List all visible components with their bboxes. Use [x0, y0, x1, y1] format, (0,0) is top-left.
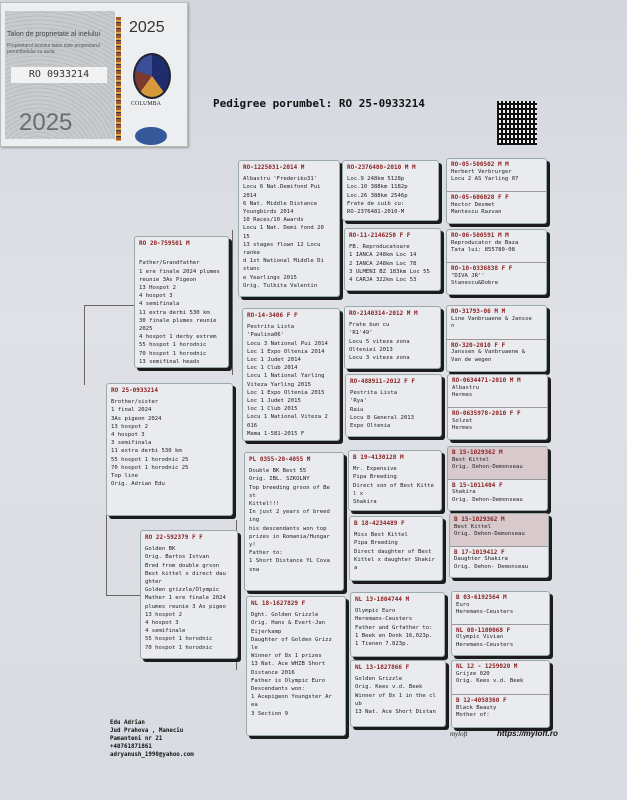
pigeon-note: Locu 8 General 2013 — [350, 414, 414, 421]
pigeon-note: Locu 3 viteza zona — [349, 355, 410, 362]
ring-number: B 19-4130128 M — [353, 454, 404, 461]
pigeon-note: 4 hospot 3 — [111, 432, 145, 439]
pigeon-note: 1 Tienen 7.823p. — [355, 641, 409, 648]
pigeon-note: Eijerkamp — [251, 628, 282, 635]
ring-number: RO-31793-06 M M — [451, 308, 506, 315]
pigeon-note — [139, 251, 224, 259]
ring-number: RO-05-606028 F F — [451, 194, 509, 201]
pigeon-note: 70 hospot 1 horodnic 25 — [111, 464, 189, 471]
owner-address-1: Jud Prahova , Maneciu — [110, 728, 184, 734]
pigeon-note: Line Vanbruaene & Jansse — [451, 315, 532, 322]
pigeon-pair-card[interactable] — [451, 660, 550, 728]
pigeon-note: Golden Grizzle — [355, 676, 403, 683]
pigeon-note: 3As pigeon 2024 — [111, 415, 162, 422]
pigeon-note: Descendants won: — [251, 686, 305, 693]
ring-number: RO-0635978-2010 F F — [452, 410, 521, 417]
pigeon-note: Mantescu Razvan — [451, 209, 502, 216]
connector — [106, 515, 107, 595]
pigeon-note: Loc.26 388km 2546p — [347, 192, 408, 199]
pigeon-note: Locu 5 viteza zona — [349, 338, 410, 345]
pigeon-note: a — [354, 565, 358, 572]
pigeon-note: Solzat — [452, 417, 473, 424]
pigeon-note: 3 Section 9 — [251, 710, 289, 717]
pigeon-note: Daughter of Golden Grizz — [251, 636, 332, 643]
pigeon-pair-card[interactable] — [446, 305, 547, 372]
pigeon-note: prizes in Romania/Hungar — [249, 533, 330, 540]
pigeon-pair-card[interactable] — [451, 591, 550, 656]
pigeon-note: 55 hospot 1 horodnic — [145, 636, 213, 643]
pigeon-note: loc 1 Club 2015 — [247, 406, 298, 413]
pigeon-note: 3 ULMENI BZ 183km Loc 55 — [349, 268, 430, 275]
pigeon-note: 4 semifinale — [145, 628, 186, 635]
pigeon-note: FB. Reproducatoare — [349, 244, 410, 251]
pigeon-note: y! — [249, 542, 256, 549]
pigeon-note: 30 finale plumes reunie — [139, 317, 217, 324]
ring-number: RO-06-500591 M M — [451, 232, 509, 239]
pigeon-note: l x — [353, 490, 364, 497]
pigeon-note: Distance 2016 — [251, 669, 295, 676]
pigeon-note: Orig. Hans & Evert-Jan — [251, 620, 326, 627]
pigeon-note: 13 Nat. Ace Short Distan — [355, 709, 436, 716]
sire-entry[interactable] — [452, 661, 549, 694]
owner-name: Edu Adrian — [110, 720, 145, 726]
pigeon-note: 11 extra derbi 530 km — [111, 448, 182, 455]
pigeon-note: 70 hospot 1 horodnic — [139, 350, 207, 357]
pigeon-note: Pipa Breeding — [353, 474, 397, 481]
pigeon-note: Loc 1 Judet 2014 — [247, 357, 301, 364]
pigeon-pair-card[interactable] — [449, 513, 549, 578]
pigeon-note: Grijze 020 — [456, 670, 490, 677]
pigeon-note: Loc.10 388km 1182p — [347, 184, 408, 191]
pigeon-note: Direct daughter of Best — [354, 548, 432, 555]
page-title: Pedigree porumbel: RO 25-0933214 — [213, 97, 425, 110]
pigeon-note: Albastru 'Frederiko31' — [243, 176, 318, 183]
ring-number: NL 12 - 1259020 M — [456, 663, 518, 670]
pigeon-note: 55 hospot 1 horodnic — [139, 342, 207, 349]
pigeon-card-mother[interactable] — [140, 530, 238, 659]
connector — [346, 625, 347, 695]
pigeon-note: 13 semifinal heads — [139, 358, 200, 365]
pigeon-note: 016 — [247, 422, 258, 429]
pigeon-note: his descendants won top — [249, 525, 327, 532]
pigeon-note: Loc 1 Judet 2015 — [247, 398, 301, 405]
pigeon-note: 70 hospot 1 horodnic — [145, 644, 213, 651]
pigeon-note: Loc 1 Club 2014 — [247, 365, 298, 372]
owner-contact — [110, 719, 194, 759]
pigeon-note: Heremans-Ceusters — [456, 641, 514, 648]
pigeon-note: Reproducator de Baza — [451, 239, 519, 246]
pigeon-note: 13 hospot 2 — [111, 423, 149, 430]
pigeon-note: Direct son of Best Kitte — [353, 482, 434, 489]
ring-number: RO-11-2146250 F F — [349, 232, 411, 239]
pigeon-note: Expo Oltenia — [350, 423, 391, 430]
dam-entry[interactable] — [448, 479, 547, 511]
ring-number: NL 13-1804744 M — [355, 596, 410, 603]
pigeon-note: sna — [249, 566, 260, 573]
pigeon-note: 1 Short Distance YL Cova — [249, 558, 330, 565]
pigeon-card-mmf[interactable] — [350, 592, 445, 657]
dam-entry[interactable] — [448, 407, 547, 439]
pigeon-card-mff[interactable] — [348, 450, 442, 511]
sire-entry[interactable] — [447, 159, 546, 191]
pigeon-note: Heremans-Ceusters — [355, 616, 413, 623]
pigeon-note: Brother/sister — [111, 399, 159, 406]
pigeon-card-fmf[interactable] — [344, 306, 441, 369]
pigeon-card-mfm[interactable] — [349, 516, 443, 581]
dam-entry[interactable] — [447, 339, 546, 372]
ring-number: RO-05-500502 M M — [451, 161, 509, 168]
pigeon-note: 2 IANCA 248km Loc 78 — [349, 260, 417, 267]
ring-number: RO-2140314-2012 M M — [349, 310, 418, 317]
pigeon-note: Kittel!!! — [249, 501, 280, 508]
pigeon-note: 4 hospot 1 derby extrem — [139, 334, 217, 341]
pigeon-note: 'Rya' — [350, 398, 367, 405]
pigeon-card-mf[interactable] — [244, 452, 344, 591]
dam-entry[interactable] — [450, 546, 548, 578]
pigeon-note: d 1st National Middle Di — [243, 258, 324, 265]
pigeon-note: Orig. Dehon- Demonseau — [454, 563, 529, 570]
pigeon-note: Locu 1 National Viteza 2 — [247, 414, 328, 421]
pigeon-note: Orig. Dehon-Demonseau — [452, 464, 523, 471]
pigeon-note: 4 semifinala — [139, 301, 180, 308]
pigeon-note: Heremans-Ceusters — [456, 609, 514, 616]
myloft-logo: myloft — [450, 730, 468, 738]
pigeon-note: Winner of 8x 1 in the cl — [355, 692, 436, 699]
pigeon-note: Father/Grandfather — [139, 260, 200, 267]
pigeon-note: 1 Acepigeon Youngster Ar — [251, 694, 332, 701]
pigeon-note: 13 hospot 2 — [145, 611, 183, 618]
sire-entry[interactable] — [452, 592, 549, 624]
pigeon-pair-card[interactable] — [447, 446, 548, 511]
pigeon-note: Orig. Kees v.d. Beek — [355, 684, 423, 691]
pigeon-note: Father to: — [249, 550, 283, 557]
sire-entry[interactable] — [448, 375, 547, 407]
owner-phone: +40761871861 — [110, 744, 152, 750]
qr-code-icon[interactable] — [497, 101, 537, 145]
pigeon-note: Hermes — [452, 392, 473, 399]
sire-entry[interactable] — [450, 514, 548, 546]
pigeon-note: Orig. Dehon-Demonseau — [454, 531, 525, 538]
pigeon-note: Pipa Breeding — [354, 540, 398, 547]
ring-number: B 12-4058360 F — [456, 697, 507, 704]
talon-subtitle: Proprietarul acestui talon este proprietarul porumbelului cu seria — [7, 43, 100, 55]
pigeon-note: ub — [355, 700, 362, 707]
pigeon-card-fff[interactable] — [342, 160, 439, 221]
pigeon-note: 13 Nat. Ace WHZB Short — [251, 661, 326, 668]
pigeon-note: Mather 1 ere finale 2024 — [145, 595, 226, 602]
pigeon-note: Olympic Vivian — [456, 634, 504, 641]
pigeon-note: stanc — [243, 266, 260, 273]
pigeon-note: Daughter Shakira — [454, 556, 508, 563]
ring-number: RO-1225031-2014 M — [243, 164, 305, 171]
pigeon-pair-card[interactable] — [446, 158, 547, 224]
pigeon-note: Bred from double grson — [145, 562, 220, 569]
pigeon-note: 13 Hospot 2 — [139, 285, 177, 292]
pigeon-note: Shakira — [353, 499, 377, 506]
pigeon-note: Raiu — [350, 406, 364, 413]
pigeon-note: Black Beauty — [456, 704, 497, 711]
pigeon-note: Locu 2 AS Yarling 07 — [451, 176, 519, 183]
pigeon-note: st — [249, 492, 256, 499]
pigeon-note: 4 CARJA 322km Loc 53 — [349, 277, 417, 284]
ring-number: NL 18-1627829 F — [251, 600, 306, 607]
pigeon-pair-card[interactable] — [446, 229, 547, 295]
pigeon-note: 1 ere finale 2024 plumes — [139, 268, 220, 275]
pigeon-note: Orig. Dehon-Demonseau — [452, 496, 523, 503]
pigeon-note: In just 2 years of breed — [249, 509, 330, 516]
pigeon-note: Top breeding grson of Be — [249, 484, 330, 491]
pigeon-note: Best Kittel — [452, 456, 490, 463]
pigeon-card-fm[interactable] — [242, 308, 340, 441]
owner-email[interactable]: adryanush_1990@yahoo.com — [110, 752, 194, 758]
connector — [84, 305, 85, 385]
pigeon-note: 'Paulina06' — [247, 332, 285, 339]
myloft-url-link[interactable]: https://myloft.ro — [497, 729, 558, 738]
pigeon-note: Orig. Adrian Edu — [111, 481, 165, 488]
pigeon-note: plumes reunie 3 As pigeo — [145, 603, 226, 610]
pigeon-note: 3 semifinala — [111, 440, 152, 447]
talon-ring-number: RO 0933214 — [11, 67, 107, 83]
ring-ownership-card — [0, 2, 188, 147]
pigeon-note: 11 extra derbi 530 km — [139, 309, 210, 316]
ring-number: RO 20-759501 M — [139, 240, 190, 247]
pigeon-note: 1 IANCA 248km Loc 14 — [349, 252, 417, 259]
pigeon-note: Frate bun cu — [349, 322, 390, 329]
pigeon-note: 55 hospot 1 horodnic 25 — [111, 456, 189, 463]
connector — [84, 305, 134, 306]
pigeon-note: Mama 1-581-2015 F — [247, 430, 305, 437]
pigeon-note: Albastru — [452, 384, 479, 391]
ring-number: B 15-1029362 M — [454, 516, 505, 523]
pigeon-note: 13 stages flown 12 Locu — [243, 241, 321, 248]
pigeon-note: Best kittel x direct dau — [145, 570, 226, 577]
pigeon-note: Loc 1 Expo Oltenia 2015 — [247, 389, 325, 396]
ring-number: RO-488911-2012 F F — [350, 378, 416, 385]
pigeon-note: 6 Nat. Middle Distance — [243, 200, 318, 207]
connector — [340, 340, 341, 405]
pigeon-card-ffm[interactable] — [344, 228, 441, 291]
dam-entry[interactable] — [452, 624, 549, 656]
pigeon-note: Locu 1 Nat. Demi fond 20 — [243, 225, 324, 232]
pigeon-note: 1 Beek en Donk 16,023p. — [355, 632, 433, 639]
pigeon-note: Golden grizzle/Olympic — [145, 587, 220, 594]
pigeon-note: Janssen & Vanbruaene & — [451, 349, 526, 356]
pigeon-note: Double BK Best 55 — [249, 468, 307, 475]
pigeon-note: Olympic Euro — [355, 608, 396, 615]
pigeon-note: 15 — [243, 233, 250, 240]
pigeon-note: 4 hospot 3 — [139, 293, 173, 300]
pigeon-note: RO-2376481-2010-M — [347, 209, 405, 216]
pigeon-note: Stanescu&Dobre — [451, 280, 499, 287]
pigeon-note: Miss Best Kittel — [354, 532, 408, 539]
ring-number: RO-320-2010 F F — [451, 341, 506, 349]
pigeon-note: Orig. Tulbita Valentin — [243, 282, 318, 289]
pigeon-note: 10 Races/10 Awards — [243, 217, 304, 224]
dam-entry[interactable] — [447, 262, 546, 294]
pigeon-note: Golden BK — [145, 546, 176, 553]
pigeon-note: reunie 3As Pigeon — [139, 276, 197, 283]
ring-number: RO-0634471-2010 M M — [452, 377, 521, 384]
pigeon-note: Van de wegen — [451, 356, 492, 363]
ring-number: RO-14-3406 F F — [247, 312, 298, 319]
ring-number: B 15-1011404 F — [452, 481, 503, 489]
federation-logo-icon — [135, 127, 167, 145]
talon-title: Talon de proprietate al inelului — [7, 31, 101, 38]
connector — [106, 595, 140, 596]
ring-number: PL 0355-20-4055 M — [249, 456, 311, 463]
pigeon-note: ghter — [145, 579, 162, 586]
ring-number: B 03-6192564 M — [456, 594, 507, 601]
pigeon-note: Viteza Yarling 2015 — [247, 381, 311, 388]
pigeon-note: Winner of 8x 1 prizes — [251, 653, 322, 660]
ring-number: RO 25-0933214 — [111, 387, 158, 394]
ring-number: B 15-1029362 M — [452, 449, 503, 456]
pigeon-note: 2014 — [243, 192, 257, 199]
pigeon-note: Orig. Bartos Istvan — [145, 554, 209, 561]
pigeon-note: Locu 6 Nat.Demifond Pui — [243, 184, 321, 191]
tricolor-strip — [116, 17, 121, 141]
pigeon-note: Best Kittel — [454, 523, 492, 530]
pigeon-note: Olteniei 2013 — [349, 346, 393, 353]
pigeon-note: Frate de cuib cu: — [347, 200, 405, 207]
pigeon-note: 1 final 2024 — [111, 407, 152, 414]
pigeon-note: ranke — [243, 250, 260, 257]
columba-logo-icon — [133, 53, 171, 99]
pigeon-note: ing — [249, 517, 260, 524]
columba-label: COLUMBA — [131, 101, 162, 107]
pigeon-note: Hermes — [452, 425, 473, 432]
ring-number: RO 22-592379 F F — [145, 534, 203, 541]
pigeon-note: Tata lui: 855780-08 — [451, 247, 515, 254]
pigeon-note: le — [251, 645, 258, 652]
pigeon-note: Kittel x daughter Shakir — [354, 556, 435, 563]
pigeon-note: Locu 3 National Pui 2014 — [247, 340, 328, 347]
pigeon-note: Shakira — [452, 489, 476, 496]
pigeon-card-fmm[interactable] — [345, 374, 442, 437]
pigeon-note: Mr. Expensive — [353, 466, 397, 473]
pigeon-note: Euro — [456, 601, 470, 608]
pigeon-card-father[interactable] — [134, 236, 229, 368]
ring-number: NL 08-1100068 F — [456, 626, 511, 634]
dam-entry[interactable] — [452, 694, 549, 727]
pigeon-note: Herbert Verbrurger — [451, 168, 512, 175]
pigeon-note: e Yearlings 2015 — [243, 274, 297, 281]
pigeon-pair-card[interactable] — [447, 374, 548, 440]
ring-number: NL 13-1827866 F — [355, 664, 410, 671]
connector — [344, 480, 345, 550]
pigeon-note: Mother of: — [456, 712, 490, 719]
pigeon-note: Father is Olympic Euro — [251, 677, 326, 684]
pigeon-note: Locu 1 National Yarling — [247, 373, 325, 380]
pigeon-note: Loc.9 248km 5128p — [347, 176, 405, 183]
pigeon-note: Pestrita Lista — [350, 390, 398, 397]
pigeon-note: n — [451, 323, 455, 330]
pigeon-note: 4 hospot 3 — [145, 620, 179, 627]
talon-year-right: 2025 — [129, 19, 165, 36]
pigeon-note: "DIVA JR'' — [451, 272, 485, 279]
pigeon-note: Loc 1 Expo Oltenia 2014 — [247, 348, 325, 355]
ring-number: RO-2376480-2010 M M — [347, 164, 416, 171]
pigeon-card-mmm[interactable] — [350, 660, 446, 727]
pigeon-note: Orig. Kees v.d. Beek — [456, 678, 524, 685]
connector — [232, 230, 233, 375]
ring-number: B 17-1019412 F — [454, 548, 505, 556]
ring-number: RO-10-0336838 F F — [451, 265, 513, 272]
pigeon-card-subject[interactable] — [106, 383, 233, 516]
pigeon-note: ea — [251, 702, 258, 709]
pigeon-note: 2025 — [139, 326, 153, 333]
pigeon-note: Orig. IBL. SZKOLNY — [249, 476, 310, 483]
sire-entry[interactable] — [447, 306, 546, 339]
pigeon-note: Youngbirds 2014 — [243, 209, 294, 216]
pigeon-note: Dght. Golden Grizzle — [251, 612, 319, 619]
sire-entry[interactable] — [447, 230, 546, 262]
owner-address-2: Pamanteni nr 21 — [110, 736, 163, 742]
pigeon-card-mm[interactable] — [246, 596, 346, 736]
pigeon-note: Top line — [111, 473, 138, 480]
ring-number: B 18-4234489 F — [354, 520, 405, 527]
pigeon-note: Pestrita Lista — [247, 324, 295, 331]
pigeon-note: Hector Desmet — [451, 201, 495, 208]
pigeon-note: Father and Grfather to: — [355, 624, 433, 631]
dam-entry[interactable] — [447, 191, 546, 223]
sire-entry[interactable] — [448, 447, 547, 479]
pigeon-note: 'R1'49' — [349, 330, 373, 337]
talon-year: 2025 — [19, 109, 73, 136]
pigeon-card-ff[interactable] — [238, 160, 340, 297]
